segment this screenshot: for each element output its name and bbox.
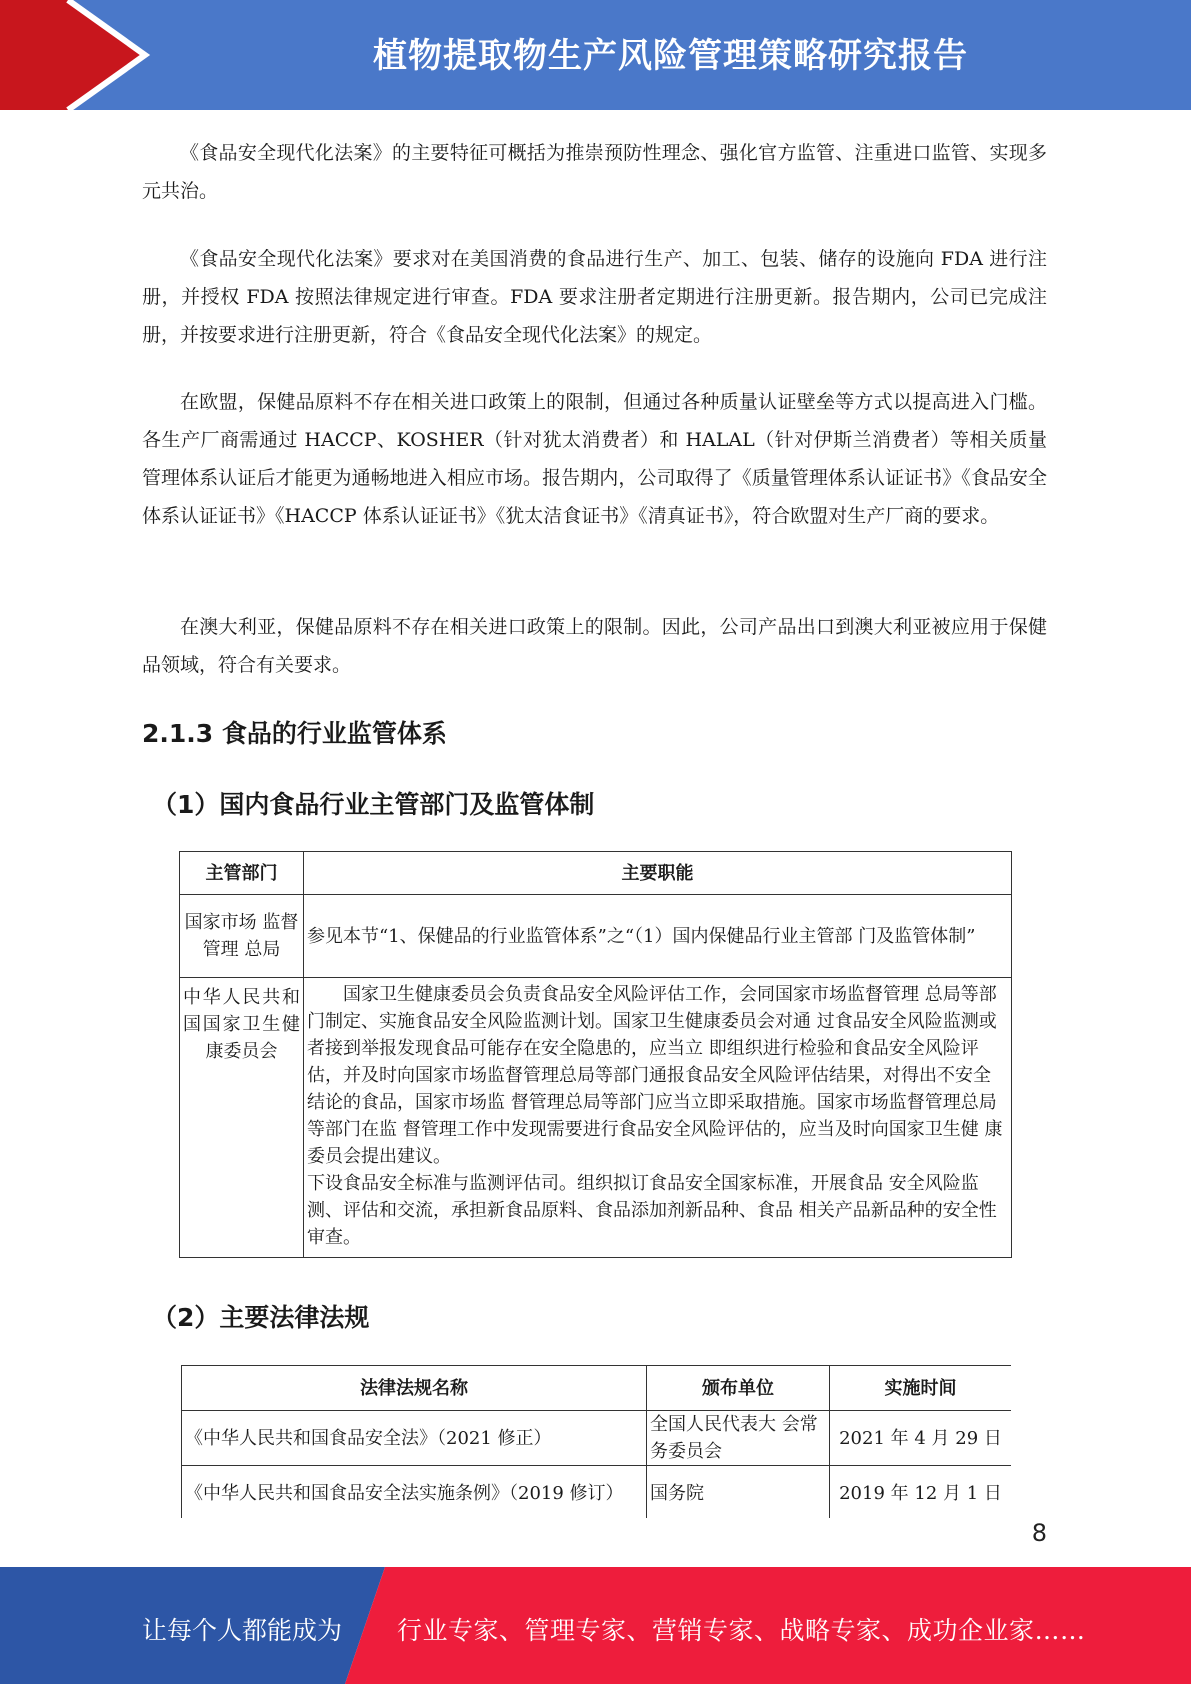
header-banner <box>0 0 1191 110</box>
footer-slogan-right: 行业专家、管理专家、营销专家、战略专家、成功企业家…… <box>397 1616 1086 1645</box>
table-header-row <box>180 852 1012 895</box>
dept-cell: 国家市场 监督管理 总局 <box>180 895 304 978</box>
column-header-unit: 颁布单位 <box>647 1366 830 1411</box>
chevron-arrow-icon <box>0 0 160 110</box>
law-unit-cell: 全国人民代表大 会常务委员会 <box>647 1411 830 1466</box>
duty-text: 下设食品安全标准与监测评估司。组织拟订食品安全国家标准，开展食品 安全风险监测、评估和交流，承担新食品原料、食品添加剂新品种、食品 相关产品新品种的安全性审查。 <box>307 1173 997 1248</box>
column-header-name: 法律法规名称 <box>182 1366 647 1411</box>
footer-slogan-left: 让每个人都能成为 <box>142 1616 343 1645</box>
law-date-cell: 2021 年 4 月 29 日 <box>830 1411 1012 1466</box>
column-header-duty: 主要职能 <box>304 852 1012 895</box>
duty-cell <box>304 895 1012 978</box>
table-row <box>180 895 1012 978</box>
report-title: 植物提取物生产风险管理策略研究报告 <box>373 36 968 76</box>
paragraph-fsma-registration: 《食品安全现代化法案》要求对在美国消费的食品进行生产、加工、包装、储存的设施向 FDA 进行注册，并授权 FDA 按照法律规定进行审查。FDA 要求注册者定期进行注册更新。报告期内，公司已完成注册，并按要求进行注册更新，符合《食品安全现代化法案》的规定。 <box>142 248 1047 346</box>
table-continuation-mask <box>170 1518 1030 1538</box>
duty-cell <box>304 978 1012 1258</box>
law-name-cell: 《中华人民共和国食品安全法》（2021 修正） <box>182 1411 647 1466</box>
regulator-table <box>179 851 1012 1258</box>
subsection-heading-regulators: （1）国内食品行业主管部门及监管体制 <box>152 790 595 819</box>
dept-cell: 中华人民共和国国家卫生健康委员会 <box>180 978 304 1258</box>
paragraph-australia: 在澳大利亚，保健品原料不存在相关进口政策上的限制。因此，公司产品出口到澳大利亚被应用于保健品领域，符合有关要求。 <box>142 616 1047 676</box>
law-unit-cell: 国务院 <box>647 1466 830 1521</box>
footer-banner <box>0 1567 1191 1684</box>
laws-table <box>181 1365 1011 1521</box>
subsection-heading-laws: （2）主要法律法规 <box>152 1303 370 1332</box>
law-name-cell: 《中华人民共和国食品安全法实施条例》（2019 修订） <box>182 1466 647 1521</box>
page-number: 8 <box>1031 1519 1047 1547</box>
duty-text: 国家卫生健康委员会负责食品安全风险评估工作，会同国家市场监督管理 总局等部门制定、实施食品安全风险监测计划。国家卫生健康委员会对通 过食品安全风险监测或者接到举报发现食品可能存在安全隐患的，应当立 即组织进行检验和食品安全风险评估，并及时向国家市场监督管理总局等部门通报食品安全风险评估结果，对得出不安全结论的食品，国家市场监 督管理总局等部门应当立即采取措施。国家市场监督管理总局等部门在监 督管理工作中发现需要进行食品安全风险评估的，应当及时向国家卫生健 康委员会提出建议。 <box>307 984 1003 1167</box>
table-row <box>182 1466 1012 1521</box>
duty-text: 参见本节“1、保健品的行业监管体系”之“（1）国内保健品行业主管部 门及监管体制” <box>307 925 976 947</box>
section-heading: 2.1.3 食品的行业监管体系 <box>142 719 447 748</box>
column-header-dept: 主管部门 <box>180 852 304 895</box>
paragraph-eu: 在欧盟，保健品原料不存在相关进口政策上的限制，但通过各种质量认证壁垒等方式以提高进入门槛。各生产厂商需通过 HACCP、KOSHER（针对犹太消费者）和 HALAL（针对伊斯兰消费者）等相关质量管理体系认证后才能更为通畅地进入相应市场。报告期内，公司取得了《质量管理体系认证证书》《食品安全体系认证证书》《HACCP 体系认证证书》《犹太洁食证书》《清真证书》，符合欧盟对生产厂商的要求。 <box>142 391 1047 527</box>
law-date-cell: 2019 年 12 月 1 日 <box>830 1466 1012 1521</box>
column-header-date: 实施时间 <box>830 1366 1012 1411</box>
table-row <box>182 1411 1012 1466</box>
paragraph-fsma-features: 《食品安全现代化法案》的主要特征可概括为推崇预防性理念、强化官方监管、注重进口监管、实现多元共治。 <box>142 142 1047 202</box>
table-row <box>180 978 1012 1258</box>
table-header-row <box>182 1366 1012 1411</box>
